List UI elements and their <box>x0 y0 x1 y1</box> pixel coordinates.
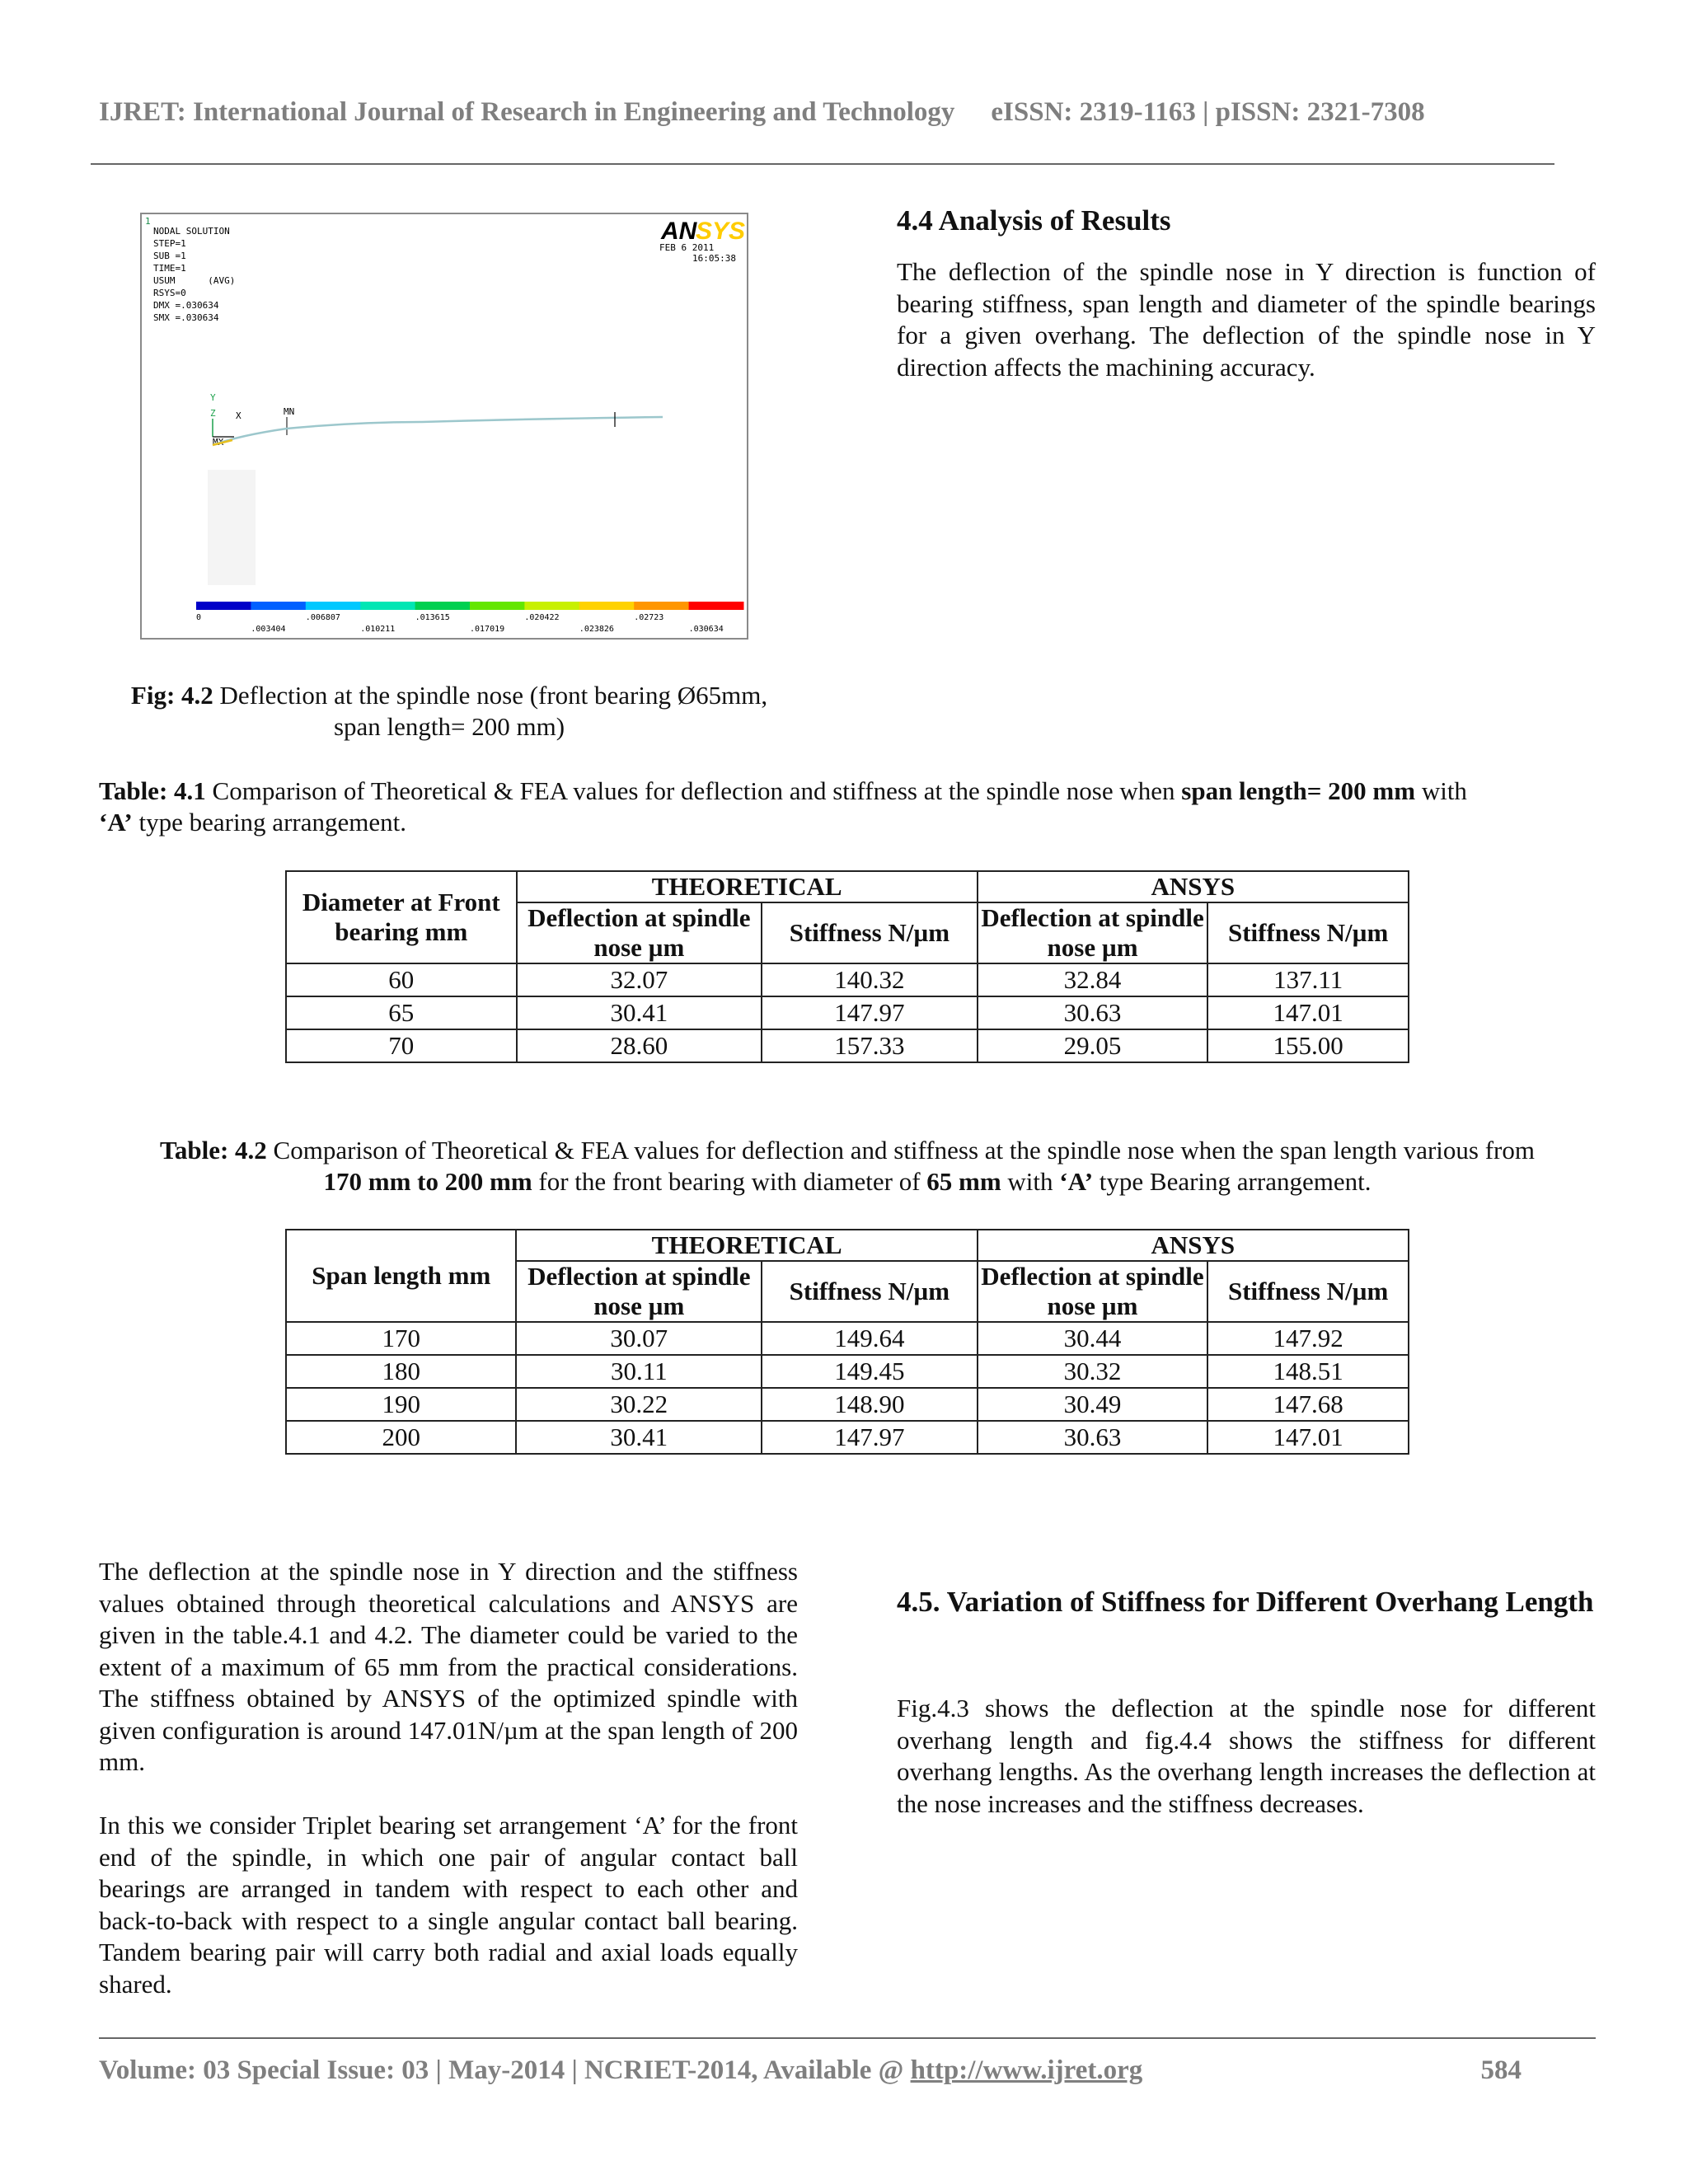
legend-swatch <box>196 602 251 610</box>
table-row: 190 30.22 148.90 30.49 147.68 <box>286 1388 1409 1421</box>
figure-caption-text-1: Deflection at the spindle nose (front bearing Ø65mm, <box>213 681 768 710</box>
legend-swatch <box>689 602 744 610</box>
mx-label: MX <box>213 437 224 448</box>
figure-caption <box>99 680 799 743</box>
running-header <box>99 97 1550 128</box>
section-4-5-paragraph: Fig.4.3 shows the deflection at the spindle nose for different overhang length and fig.4.4 shows the stiffness for different overhang lengths. As the overhang length increases the deflection at the nose increases and the stiffness decreases. <box>897 1694 1596 1818</box>
table-row: 60 32.07 140.32 32.84 137.11 <box>286 963 1409 996</box>
legend-label: .006807 <box>305 613 340 622</box>
table-header-deflection: Deflection at spindle nose µm <box>978 1261 1208 1322</box>
section-4-4-title: 4.4 Analysis of Results <box>897 204 1171 237</box>
axis-y-label: Y <box>210 392 216 403</box>
section-4-4-paragraph: The deflection of the spindle nose in Y direction is function of bearing stiffness, span length and diameter of the spindle bearings for a given overhang. The deflection of the spindle nose in Y direction affects the machining accuracy. <box>897 257 1596 382</box>
model-shadow <box>208 470 256 585</box>
legend-swatch <box>634 602 689 610</box>
table-row: 180 30.11 149.45 30.32 148.51 <box>286 1355 1409 1388</box>
mn-label: MN <box>284 406 295 417</box>
left-paragraph-1: The deflection at the spindle nose in Y direction and the stiffness values obtained through theoretical calculations and ANSYS are given in the table.4.1 and 4.2. The diameter could be varied to the extent of a maximum of 65 mm from the practical considerations. The stiffness obtained by ANSYS of the optimized spindle with given configuration is around 147.01N/µm at the span length of 200 mm. <box>99 1557 798 1776</box>
table-header-deflection: Deflection at spindle nose µm <box>517 902 762 963</box>
running-footer <box>99 2055 1522 2086</box>
plot-date: FEB 6 2011 <box>659 242 715 253</box>
legend-label: .030634 <box>688 625 724 634</box>
ansys-logo-sys: SYS <box>696 218 746 245</box>
plot-time: 16:05:38 <box>692 253 736 264</box>
table-header-span-length: Span length mm <box>286 1230 516 1322</box>
info-line: RSYS=0 <box>153 288 186 298</box>
table-header-stiffness: Stiffness N/µm <box>762 1261 978 1322</box>
journal-link[interactable]: http://www.ijret.org <box>910 2055 1143 2085</box>
journal-title: IJRET: International Journal of Research in Engineering and Technology <box>99 97 955 127</box>
table-header-deflection: Deflection at spindle nose µm <box>516 1261 762 1322</box>
info-line: USUM (AVG) <box>153 275 236 286</box>
table-4-2 <box>285 1229 1409 1455</box>
page-number: 584 <box>1480 2055 1522 2085</box>
corner-number: 1 <box>145 216 151 227</box>
axis-x-label: X <box>236 410 241 421</box>
table-header-stiffness: Stiffness N/µm <box>1207 1261 1409 1322</box>
table-header-stiffness: Stiffness N/µm <box>762 902 978 963</box>
footer-text: Volume: 03 Special Issue: 03 | May-2014 | NCRIET-2014, Available @ <box>99 2055 911 2085</box>
footer-rule <box>99 2037 1596 2039</box>
legend-swatch <box>415 602 471 610</box>
ansys-plot <box>142 214 747 638</box>
info-line: TIME=1 <box>153 263 186 274</box>
info-line: NODAL SOLUTION <box>153 226 230 237</box>
table-row: 65 30.41 147.97 30.63 147.01 <box>286 996 1409 1029</box>
axis-z-label: Z <box>210 408 216 419</box>
table-4-2-caption: Table: 4.2 Comparison of Theoretical & FEA values for deflection and stiffness at the spindle nose when the span length various from 170 mm to 200 mm for the front bearing with diameter of 65 mm with ‘A’ type Bearing arrangement. <box>160 1136 1535 1196</box>
legend-label: .010211 <box>360 625 396 634</box>
info-line: STEP=1 <box>153 238 186 249</box>
table-4-1 <box>285 870 1409 1063</box>
legend-label: .013615 <box>415 613 450 622</box>
legend-swatch <box>306 602 361 610</box>
legend-label: .023826 <box>579 625 614 634</box>
legend-swatch <box>579 602 635 610</box>
left-paragraph-2: In this we consider Triplet bearing set arrangement ‘A’ for the front end of the spindle, in which one pair of angular contact ball bearings are arranged in tandem with respect to each other and back-to-back with respect to a single angular contact ball bearing. Tandem bearing pair will carry both radial and axial loads equally shared. <box>99 1811 798 1999</box>
figure-caption-label: Fig: 4.2 <box>130 681 213 710</box>
table-header-ansys: ANSYS <box>978 871 1409 902</box>
table-header-theoretical: THEORETICAL <box>516 1230 977 1261</box>
info-line: SMX =.030634 <box>153 312 219 323</box>
ansys-figure <box>140 213 748 640</box>
table-header-diameter: Diameter at Front bearing mm <box>286 871 517 963</box>
header-rule <box>91 163 1554 165</box>
table-header-stiffness: Stiffness N/µm <box>1207 902 1409 963</box>
info-line: SUB =1 <box>153 251 186 261</box>
journal-issn: eISSN: 2319-1163 | pISSN: 2321-7308 <box>991 97 1425 127</box>
legend-label: .003404 <box>251 625 286 634</box>
table-4-1-caption: Table: 4.1 Comparison of Theoretical & FEA values for deflection and stiffness at the spindle nose when span length= 200 mm with ‘A’ type bearing arrangement. <box>99 776 1467 837</box>
table-row: 170 30.07 149.64 30.44 147.92 <box>286 1322 1409 1355</box>
legend-label: .020422 <box>524 613 560 622</box>
legend-label: 0 <box>196 613 202 622</box>
legend-swatch <box>524 602 579 610</box>
table-header-deflection: Deflection at spindle nose µm <box>978 902 1208 963</box>
table-row: 200 30.41 147.97 30.63 147.01 <box>286 1421 1409 1454</box>
legend-swatch <box>470 602 525 610</box>
table-row: 70 28.60 157.33 29.05 155.00 <box>286 1029 1409 1062</box>
table-header-theoretical: THEORETICAL <box>517 871 978 902</box>
section-4-5-title: 4.5. Variation of Stiffness for Different Overhang Length <box>897 1586 1594 1618</box>
legend-swatch <box>360 602 415 610</box>
legend-swatch <box>251 602 306 610</box>
info-line: DMX =.030634 <box>153 300 219 311</box>
legend-label: .02723 <box>634 613 664 622</box>
ansys-logo-an: AN <box>661 218 697 245</box>
table-header-ansys: ANSYS <box>978 1230 1409 1261</box>
figure-caption-text-2: span length= 200 mm) <box>333 712 565 741</box>
legend-label: .017019 <box>470 625 505 634</box>
color-legend <box>196 602 744 610</box>
